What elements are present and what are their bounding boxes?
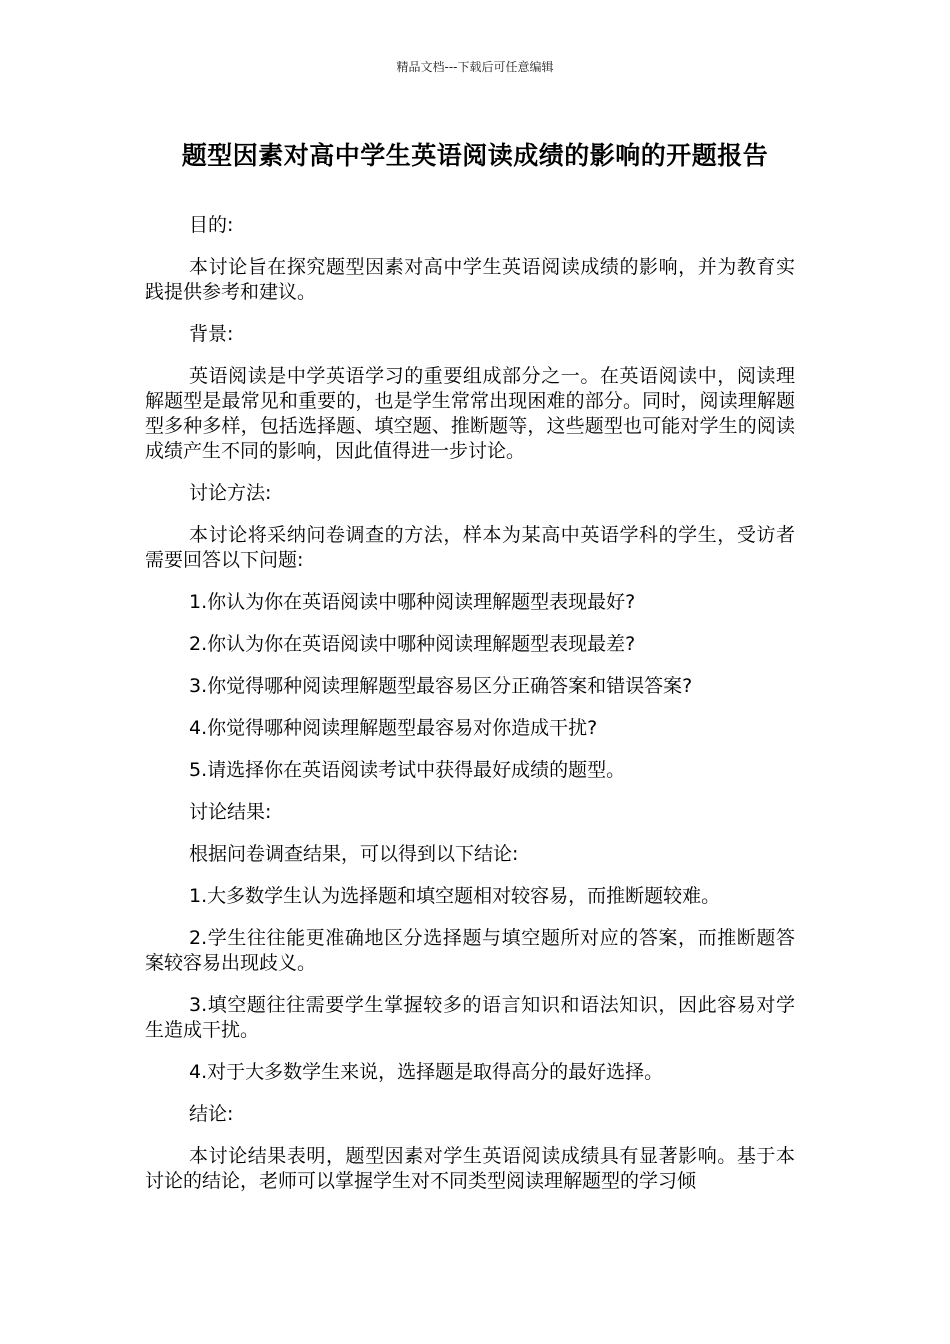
result-item: 1.大多数学生认为选择题和填空题相对较容易，而推断题较难。: [189, 885, 721, 907]
question-item: 2.你认为你在英语阅读中哪种阅读理解题型表现最差?: [189, 633, 636, 655]
paragraph-conclusion: 本讨论结果表明，题型因素对学生英语阅读成绩具有显著影响。基于本讨论的结论，老师可以掌握学生对不同类型阅读理解题型的学习倾: [145, 1145, 795, 1192]
paragraph-background: 英语阅读是中学英语学习的重要组成部分之一。在英语阅读中，阅读理解题型是最常见和重要的，也是学生常常出现困难的部分。同时，阅读理解题型多种多样，包括选择题、填空题、推断题等，这些题型也可能对学生的阅读成绩产生不同的影响，因此值得进一步讨论。: [145, 365, 795, 462]
heading-conclusion: 结论:: [189, 1103, 234, 1125]
page-header: 精品文档---下载后可任意编辑: [396, 60, 554, 74]
result-item: 4.对于大多数学生来说，选择题是取得高分的最好选择。: [189, 1061, 664, 1083]
result-item: 2.学生往往能更准确地区分选择题与填空题所对应的答案，而推断题答案较容易出现歧义。: [145, 927, 795, 974]
question-item: 5.请选择你在英语阅读考试中获得最好成绩的题型。: [189, 759, 626, 781]
paragraph-purpose: 本讨论旨在探究题型因素对高中学生英语阅读成绩的影响，并为教育实践提供参考和建议。: [145, 256, 795, 303]
heading-method: 讨论方法:: [189, 482, 272, 504]
question-item: 1.你认为你在英语阅读中哪种阅读理解题型表现最好?: [189, 591, 636, 613]
question-item: 4.你觉得哪种阅读理解题型最容易对你造成干扰?: [189, 717, 598, 739]
document-title: 题型因素对高中学生英语阅读成绩的影响的开题报告: [181, 141, 769, 170]
heading-purpose: 目的:: [189, 214, 234, 236]
heading-background: 背景:: [189, 323, 234, 345]
document-body: [145, 213, 795, 1211]
paragraph-results-intro: 根据问卷调查结果，可以得到以下结论:: [189, 843, 519, 865]
paragraph-method: 本讨论将采纳问卷调查的方法，样本为某高中英语学科的学生，受访者需要回答以下问题:: [145, 524, 795, 571]
heading-results: 讨论结果:: [189, 801, 272, 823]
question-item: 3.你觉得哪种阅读理解题型最容易区分正确答案和错误答案?: [189, 675, 693, 697]
result-item: 3.填空题往往需要学生掌握较多的语言知识和语法知识，因此容易对学生造成干扰。: [145, 994, 795, 1041]
